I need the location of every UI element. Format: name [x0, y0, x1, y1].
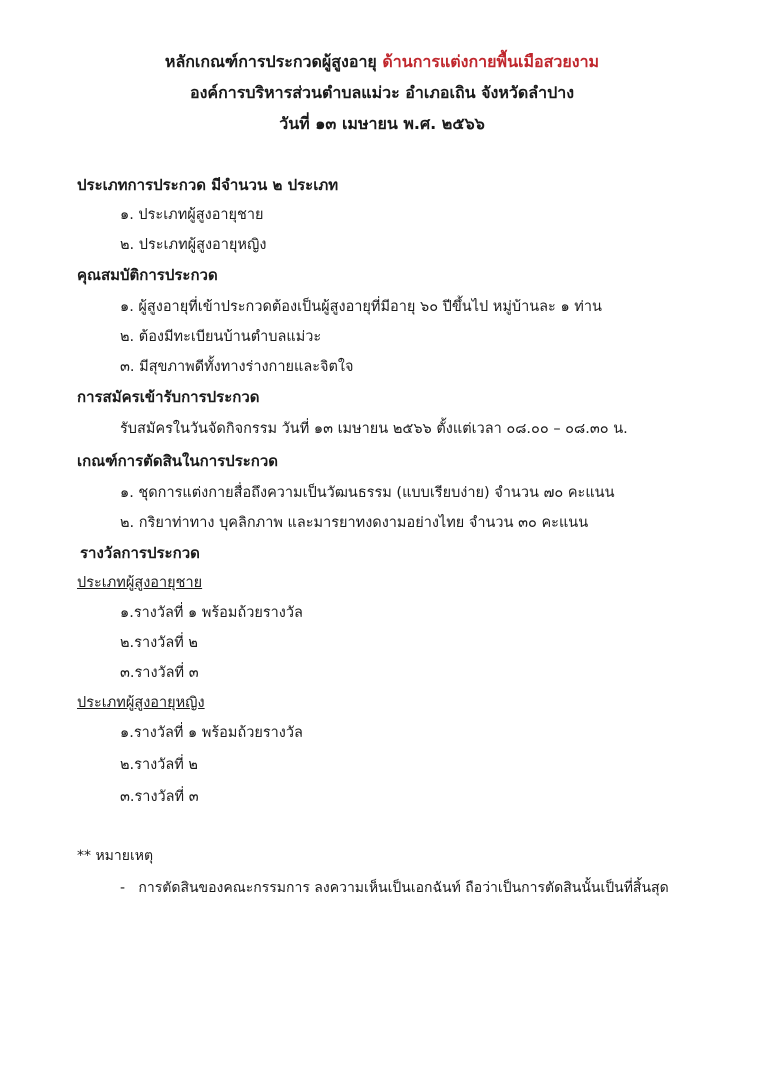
female-awards-heading: ประเภทผู้สูงอายุหญิง: [77, 695, 205, 711]
organization-line: องค์การบริหารส่วนตำบลแม่วะ อำเภอเถิน จังหวัดลำปาง: [189, 83, 575, 102]
qualifications-heading: คุณสมบัติการประกวด: [77, 266, 218, 284]
type-item-male: ๑. ประเภทผู้สูงอายุชาย: [120, 207, 264, 223]
remark-heading: ** หมายเหตุ: [77, 848, 154, 864]
title-text: หลักเกณฑ์การประกวดผู้สูงอายุ: [164, 52, 383, 71]
criteria-heading: เกณฑ์การตัดสินในการประกวด: [77, 452, 279, 470]
qualification-item-3: ๓. มีสุขภาพดีทั้งทางร่างกายและจิตใจ: [120, 359, 354, 375]
male-award-3: ๓.รางวัลที่ ๓: [120, 665, 199, 681]
female-award-1: ๑.รางวัลที่ ๑ พร้อมถ้วยรางวัล: [120, 725, 303, 741]
type-item-female: ๒. ประเภทผู้สูงอายุหญิง: [120, 237, 267, 253]
registration-heading: การสมัครเข้ารับการประกวด: [77, 388, 260, 406]
registration-text: รับสมัครในวันจัดกิจกรรม วันที่ ๑๓ เมษายน ๒๕๖๖ ตั้งแต่เวลา ๐๘.๐๐ – ๐๘.๓๐ น.: [120, 421, 628, 437]
male-award-2: ๒.รางวัลที่ ๒: [120, 635, 198, 651]
criteria-item-2: ๒. กริยาท่าทาง บุคลิกภาพ และมารยาทงดงามอย่างไทย จำนวน ๓๐ คะแนน: [120, 515, 589, 531]
qualification-item-2: ๒. ต้องมีทะเบียนบ้านตำบลแม่วะ: [120, 329, 322, 345]
title-line-1: [0, 50, 764, 75]
female-award-3: ๓.รางวัลที่ ๓: [120, 789, 199, 805]
male-awards-heading: ประเภทผู้สูงอายุชาย: [77, 575, 203, 591]
date-line: วันที่ ๑๓ เมษายน พ.ศ. ๒๕๖๖: [279, 114, 485, 133]
criteria-item-1: ๑. ชุดการแต่งกายสื่อถึงความเป็นวัฒนธรรม (แบบเรียบง่าย) จำนวน ๗๐ คะแนน: [120, 485, 615, 501]
remark-text: - การตัดสินของคณะกรรมการ ลงความเห็นเป็นเอกฉันท์ ถือว่าเป็นการตัดสินนั้นเป็นที่สิ้นสุด: [120, 880, 669, 896]
female-award-2: ๒.รางวัลที่ ๒: [120, 757, 198, 773]
title-highlight: ด้านการแต่งกายพื้นเมือสวยงาม: [382, 52, 600, 71]
awards-heading: รางวัลการประกวด: [80, 544, 200, 562]
types-heading: ประเภทการประกวด มีจำนวน ๒ ประเภท: [77, 176, 339, 194]
male-award-1: ๑.รางวัลที่ ๑ พร้อมถ้วยรางวัล: [120, 605, 303, 621]
qualification-item-1: ๑. ผู้สูงอายุที่เข้าประกวดต้องเป็นผู้สูงอายุที่มีอายุ ๖๐ ปีขึ้นไป หมู่บ้านละ ๑ ท่าน: [120, 299, 602, 315]
